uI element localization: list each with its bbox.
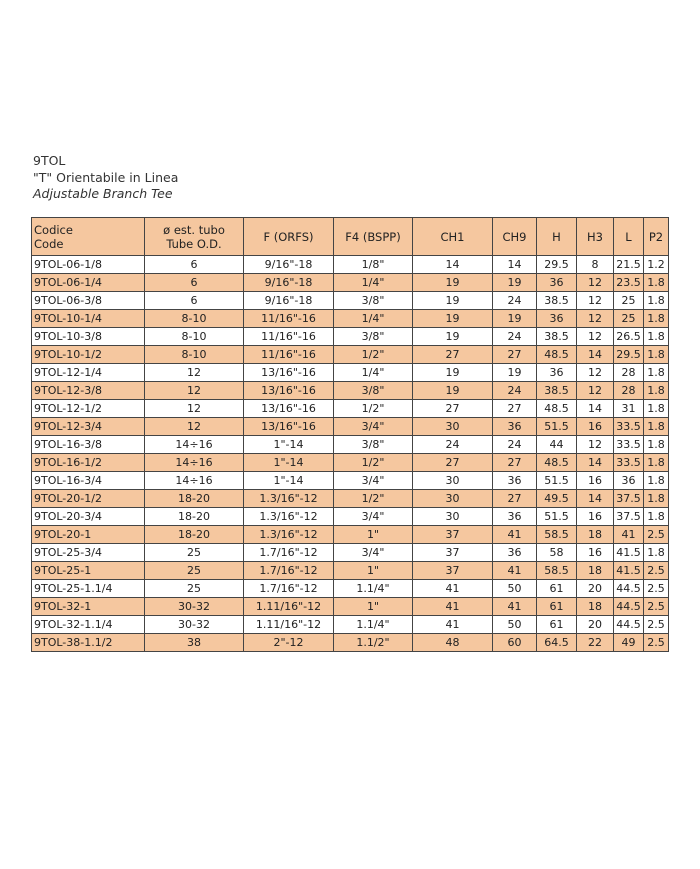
cell-f-orfs: 2"-12 xyxy=(244,634,334,652)
cell-tube-od: 18-20 xyxy=(145,508,244,526)
cell-tube-od: 25 xyxy=(145,544,244,562)
cell-p2: 1.8 xyxy=(644,328,669,346)
header-code xyxy=(32,218,145,256)
cell-h3: 16 xyxy=(577,508,614,526)
cell-l: 36 xyxy=(614,472,644,490)
cell-tube-od: 14÷16 xyxy=(145,472,244,490)
cell-f-orfs: 1"-14 xyxy=(244,472,334,490)
cell-ch9: 19 xyxy=(493,310,537,328)
cell-f4-bspp: 1.1/4" xyxy=(334,580,413,598)
cell-f-orfs: 1.7/16"-12 xyxy=(244,562,334,580)
header-l: L xyxy=(614,218,644,256)
title-italian: "T" Orientabile in Linea xyxy=(33,169,179,185)
cell-f4-bspp: 3/8" xyxy=(334,328,413,346)
cell-code: 9TOL-12-3/4 xyxy=(32,418,145,436)
cell-code: 9TOL-20-1 xyxy=(32,526,145,544)
cell-code: 9TOL-06-1/4 xyxy=(32,274,145,292)
cell-h: 51.5 xyxy=(537,418,577,436)
table-row xyxy=(32,382,669,400)
cell-ch9: 36 xyxy=(493,418,537,436)
cell-p2: 1.8 xyxy=(644,346,669,364)
cell-h: 51.5 xyxy=(537,508,577,526)
cell-h3: 14 xyxy=(577,346,614,364)
cell-f4-bspp: 3/4" xyxy=(334,418,413,436)
cell-code: 9TOL-16-3/8 xyxy=(32,436,145,454)
cell-h: 36 xyxy=(537,310,577,328)
cell-f4-bspp: 3/8" xyxy=(334,436,413,454)
cell-ch1: 37 xyxy=(413,544,493,562)
header-h3: H3 xyxy=(577,218,614,256)
cell-h3: 20 xyxy=(577,616,614,634)
cell-tube-od: 18-20 xyxy=(145,490,244,508)
cell-ch9: 24 xyxy=(493,328,537,346)
cell-l: 37.5 xyxy=(614,508,644,526)
cell-h3: 12 xyxy=(577,364,614,382)
table-row xyxy=(32,634,669,652)
cell-code: 9TOL-25-1.1/4 xyxy=(32,580,145,598)
cell-h3: 12 xyxy=(577,292,614,310)
table-row xyxy=(32,580,669,598)
cell-code: 9TOL-38-1.1/2 xyxy=(32,634,145,652)
cell-ch1: 19 xyxy=(413,292,493,310)
cell-f4-bspp: 1" xyxy=(334,562,413,580)
cell-h3: 16 xyxy=(577,418,614,436)
cell-p2: 1.8 xyxy=(644,292,669,310)
cell-h: 48.5 xyxy=(537,454,577,472)
cell-tube-od: 8-10 xyxy=(145,346,244,364)
table-row xyxy=(32,274,669,292)
cell-ch1: 37 xyxy=(413,526,493,544)
cell-h: 64.5 xyxy=(537,634,577,652)
cell-f-orfs: 9/16"-18 xyxy=(244,256,334,274)
table-row xyxy=(32,616,669,634)
cell-l: 44.5 xyxy=(614,598,644,616)
cell-f-orfs: 1.11/16"-12 xyxy=(244,616,334,634)
cell-h3: 14 xyxy=(577,400,614,418)
cell-tube-od: 8-10 xyxy=(145,328,244,346)
cell-tube-od: 12 xyxy=(145,382,244,400)
cell-tube-od: 6 xyxy=(145,256,244,274)
header-row xyxy=(32,218,669,256)
cell-p2: 1.8 xyxy=(644,490,669,508)
table-row xyxy=(32,256,669,274)
cell-tube-od: 38 xyxy=(145,634,244,652)
cell-h: 29.5 xyxy=(537,256,577,274)
cell-tube-od: 30-32 xyxy=(145,598,244,616)
cell-tube-od: 30-32 xyxy=(145,616,244,634)
cell-code: 9TOL-25-1 xyxy=(32,562,145,580)
cell-f-orfs: 11/16"-16 xyxy=(244,346,334,364)
cell-code: 9TOL-16-3/4 xyxy=(32,472,145,490)
cell-code: 9TOL-10-1/2 xyxy=(32,346,145,364)
cell-f-orfs: 9/16"-18 xyxy=(244,292,334,310)
cell-tube-od: 14÷16 xyxy=(145,436,244,454)
cell-h: 61 xyxy=(537,580,577,598)
table-row xyxy=(32,328,669,346)
cell-p2: 2.5 xyxy=(644,562,669,580)
cell-f4-bspp: 3/8" xyxy=(334,292,413,310)
cell-h: 38.5 xyxy=(537,328,577,346)
cell-ch9: 60 xyxy=(493,634,537,652)
table-row xyxy=(32,310,669,328)
heading xyxy=(33,153,178,203)
cell-code: 9TOL-06-3/8 xyxy=(32,292,145,310)
cell-f-orfs: 1"-14 xyxy=(244,454,334,472)
cell-h3: 8 xyxy=(577,256,614,274)
table-row xyxy=(32,400,669,418)
cell-f4-bspp: 1/4" xyxy=(334,274,413,292)
cell-code: 9TOL-12-1/4 xyxy=(32,364,145,382)
cell-f-orfs: 11/16"-16 xyxy=(244,328,334,346)
cell-p2: 1.8 xyxy=(644,274,669,292)
cell-l: 44.5 xyxy=(614,616,644,634)
cell-h3: 12 xyxy=(577,274,614,292)
header-od-en: Tube O.D. xyxy=(166,236,222,251)
cell-l: 44.5 xyxy=(614,580,644,598)
cell-ch1: 41 xyxy=(413,580,493,598)
cell-f4-bspp: 3/4" xyxy=(334,508,413,526)
header-od-it: ø est. tubo xyxy=(163,222,225,237)
cell-h3: 12 xyxy=(577,310,614,328)
cell-f-orfs: 1.7/16"-12 xyxy=(244,580,334,598)
table-row xyxy=(32,526,669,544)
cell-l: 28 xyxy=(614,364,644,382)
cell-l: 28 xyxy=(614,382,644,400)
cell-l: 23.5 xyxy=(614,274,644,292)
cell-f-orfs: 1.11/16"-12 xyxy=(244,598,334,616)
cell-ch1: 30 xyxy=(413,508,493,526)
cell-p2: 1.8 xyxy=(644,472,669,490)
cell-f4-bspp: 1" xyxy=(334,526,413,544)
cell-ch1: 27 xyxy=(413,400,493,418)
header-h: H xyxy=(537,218,577,256)
cell-h: 61 xyxy=(537,598,577,616)
cell-h: 36 xyxy=(537,274,577,292)
cell-code: 9TOL-16-1/2 xyxy=(32,454,145,472)
table-row xyxy=(32,562,669,580)
cell-h3: 14 xyxy=(577,454,614,472)
cell-l: 25 xyxy=(614,292,644,310)
cell-h3: 16 xyxy=(577,544,614,562)
cell-l: 33.5 xyxy=(614,436,644,454)
cell-f-orfs: 1"-14 xyxy=(244,436,334,454)
cell-code: 9TOL-12-1/2 xyxy=(32,400,145,418)
cell-ch9: 27 xyxy=(493,346,537,364)
cell-tube-od: 12 xyxy=(145,400,244,418)
cell-f4-bspp: 1/4" xyxy=(334,310,413,328)
cell-ch9: 27 xyxy=(493,454,537,472)
cell-h3: 16 xyxy=(577,472,614,490)
header-tube-od xyxy=(145,218,244,256)
cell-h: 49.5 xyxy=(537,490,577,508)
cell-l: 49 xyxy=(614,634,644,652)
header-f4-bspp: F4 (BSPP) xyxy=(334,218,413,256)
cell-f4-bspp: 1/2" xyxy=(334,346,413,364)
cell-code: 9TOL-10-1/4 xyxy=(32,310,145,328)
cell-ch1: 41 xyxy=(413,598,493,616)
cell-f-orfs: 1.3/16"-12 xyxy=(244,526,334,544)
cell-tube-od: 18-20 xyxy=(145,526,244,544)
cell-ch1: 19 xyxy=(413,310,493,328)
cell-f4-bspp: 3/4" xyxy=(334,544,413,562)
cell-h3: 20 xyxy=(577,580,614,598)
cell-ch1: 14 xyxy=(413,256,493,274)
cell-tube-od: 12 xyxy=(145,418,244,436)
table-row xyxy=(32,454,669,472)
cell-p2: 1.8 xyxy=(644,418,669,436)
cell-l: 41.5 xyxy=(614,544,644,562)
product-code: 9TOL xyxy=(33,153,66,168)
title-english: Adjustable Branch Tee xyxy=(33,186,173,201)
cell-ch1: 27 xyxy=(413,454,493,472)
header-f-orfs: F (ORFS) xyxy=(244,218,334,256)
cell-h: 58.5 xyxy=(537,562,577,580)
header-p2: P2 xyxy=(644,218,669,256)
cell-ch1: 19 xyxy=(413,364,493,382)
header-code-en: Code xyxy=(34,236,64,251)
cell-code: 9TOL-20-1/2 xyxy=(32,490,145,508)
cell-ch9: 50 xyxy=(493,616,537,634)
cell-tube-od: 14÷16 xyxy=(145,454,244,472)
cell-ch9: 41 xyxy=(493,562,537,580)
cell-f-orfs: 13/16"-16 xyxy=(244,418,334,436)
cell-f4-bspp: 1/2" xyxy=(334,400,413,418)
cell-ch1: 48 xyxy=(413,634,493,652)
cell-f-orfs: 13/16"-16 xyxy=(244,382,334,400)
cell-f4-bspp: 1/4" xyxy=(334,364,413,382)
cell-f4-bspp: 1.1/4" xyxy=(334,616,413,634)
cell-l: 37.5 xyxy=(614,490,644,508)
cell-ch9: 36 xyxy=(493,508,537,526)
cell-l: 41 xyxy=(614,526,644,544)
cell-p2: 2.5 xyxy=(644,634,669,652)
cell-ch1: 19 xyxy=(413,382,493,400)
table-row xyxy=(32,544,669,562)
cell-ch9: 24 xyxy=(493,436,537,454)
cell-p2: 2.5 xyxy=(644,526,669,544)
cell-ch9: 41 xyxy=(493,598,537,616)
cell-f4-bspp: 3/8" xyxy=(334,382,413,400)
cell-h3: 18 xyxy=(577,598,614,616)
cell-p2: 1.8 xyxy=(644,544,669,562)
cell-tube-od: 8-10 xyxy=(145,310,244,328)
cell-tube-od: 6 xyxy=(145,292,244,310)
cell-l: 21.5 xyxy=(614,256,644,274)
cell-code: 9TOL-10-3/8 xyxy=(32,328,145,346)
dimension-table xyxy=(31,217,669,652)
cell-tube-od: 12 xyxy=(145,364,244,382)
table-row xyxy=(32,418,669,436)
cell-ch9: 27 xyxy=(493,490,537,508)
table-row xyxy=(32,346,669,364)
cell-p2: 2.5 xyxy=(644,598,669,616)
cell-ch9: 50 xyxy=(493,580,537,598)
cell-ch9: 36 xyxy=(493,472,537,490)
cell-ch1: 30 xyxy=(413,472,493,490)
cell-f-orfs: 9/16"-18 xyxy=(244,274,334,292)
cell-ch1: 27 xyxy=(413,346,493,364)
cell-p2: 1.8 xyxy=(644,364,669,382)
table-row xyxy=(32,508,669,526)
cell-h: 48.5 xyxy=(537,346,577,364)
cell-f4-bspp: 1/8" xyxy=(334,256,413,274)
cell-ch9: 27 xyxy=(493,400,537,418)
cell-p2: 2.5 xyxy=(644,580,669,598)
cell-h: 58 xyxy=(537,544,577,562)
cell-h: 58.5 xyxy=(537,526,577,544)
cell-ch1: 19 xyxy=(413,328,493,346)
cell-l: 41.5 xyxy=(614,562,644,580)
cell-ch1: 37 xyxy=(413,562,493,580)
cell-code: 9TOL-12-3/8 xyxy=(32,382,145,400)
cell-f-orfs: 1.3/16"-12 xyxy=(244,490,334,508)
cell-ch1: 30 xyxy=(413,490,493,508)
cell-l: 33.5 xyxy=(614,454,644,472)
cell-tube-od: 25 xyxy=(145,562,244,580)
cell-h: 61 xyxy=(537,616,577,634)
cell-h3: 22 xyxy=(577,634,614,652)
cell-tube-od: 25 xyxy=(145,580,244,598)
cell-code: 9TOL-32-1.1/4 xyxy=(32,616,145,634)
cell-l: 33.5 xyxy=(614,418,644,436)
cell-ch9: 24 xyxy=(493,292,537,310)
cell-p2: 2.5 xyxy=(644,616,669,634)
cell-code: 9TOL-25-3/4 xyxy=(32,544,145,562)
cell-p2: 1.8 xyxy=(644,310,669,328)
table-body xyxy=(32,256,669,652)
cell-p2: 1.8 xyxy=(644,382,669,400)
cell-h: 38.5 xyxy=(537,292,577,310)
cell-ch1: 24 xyxy=(413,436,493,454)
header-code-it: Codice xyxy=(34,222,73,237)
cell-f4-bspp: 3/4" xyxy=(334,472,413,490)
cell-f-orfs: 1.3/16"-12 xyxy=(244,508,334,526)
cell-h3: 18 xyxy=(577,562,614,580)
cell-ch9: 19 xyxy=(493,274,537,292)
cell-ch9: 36 xyxy=(493,544,537,562)
cell-p2: 1.8 xyxy=(644,508,669,526)
table-row xyxy=(32,364,669,382)
cell-h3: 14 xyxy=(577,490,614,508)
header-ch1: CH1 xyxy=(413,218,493,256)
cell-l: 31 xyxy=(614,400,644,418)
cell-h: 36 xyxy=(537,364,577,382)
table-row xyxy=(32,292,669,310)
cell-ch1: 41 xyxy=(413,616,493,634)
table-row xyxy=(32,472,669,490)
cell-ch9: 41 xyxy=(493,526,537,544)
cell-ch9: 24 xyxy=(493,382,537,400)
cell-l: 29.5 xyxy=(614,346,644,364)
cell-code: 9TOL-32-1 xyxy=(32,598,145,616)
cell-ch9: 19 xyxy=(493,364,537,382)
cell-f4-bspp: 1/2" xyxy=(334,454,413,472)
cell-ch1: 30 xyxy=(413,418,493,436)
cell-p2: 1.8 xyxy=(644,436,669,454)
table-row xyxy=(32,598,669,616)
cell-f-orfs: 11/16"-16 xyxy=(244,310,334,328)
cell-f4-bspp: 1.1/2" xyxy=(334,634,413,652)
cell-f-orfs: 13/16"-16 xyxy=(244,364,334,382)
cell-p2: 1.2 xyxy=(644,256,669,274)
cell-f4-bspp: 1/2" xyxy=(334,490,413,508)
cell-h3: 12 xyxy=(577,436,614,454)
table-row xyxy=(32,490,669,508)
cell-ch9: 14 xyxy=(493,256,537,274)
cell-h: 51.5 xyxy=(537,472,577,490)
table-row xyxy=(32,436,669,454)
cell-ch1: 19 xyxy=(413,274,493,292)
cell-f-orfs: 1.7/16"-12 xyxy=(244,544,334,562)
cell-p2: 1.8 xyxy=(644,454,669,472)
cell-p2: 1.8 xyxy=(644,400,669,418)
cell-h3: 12 xyxy=(577,382,614,400)
cell-code: 9TOL-20-3/4 xyxy=(32,508,145,526)
cell-h3: 18 xyxy=(577,526,614,544)
cell-h: 38.5 xyxy=(537,382,577,400)
cell-code: 9TOL-06-1/8 xyxy=(32,256,145,274)
cell-l: 26.5 xyxy=(614,328,644,346)
cell-h: 48.5 xyxy=(537,400,577,418)
cell-l: 25 xyxy=(614,310,644,328)
cell-h3: 12 xyxy=(577,328,614,346)
cell-tube-od: 6 xyxy=(145,274,244,292)
cell-f4-bspp: 1" xyxy=(334,598,413,616)
cell-h: 44 xyxy=(537,436,577,454)
header-ch9: CH9 xyxy=(493,218,537,256)
cell-f-orfs: 13/16"-16 xyxy=(244,400,334,418)
